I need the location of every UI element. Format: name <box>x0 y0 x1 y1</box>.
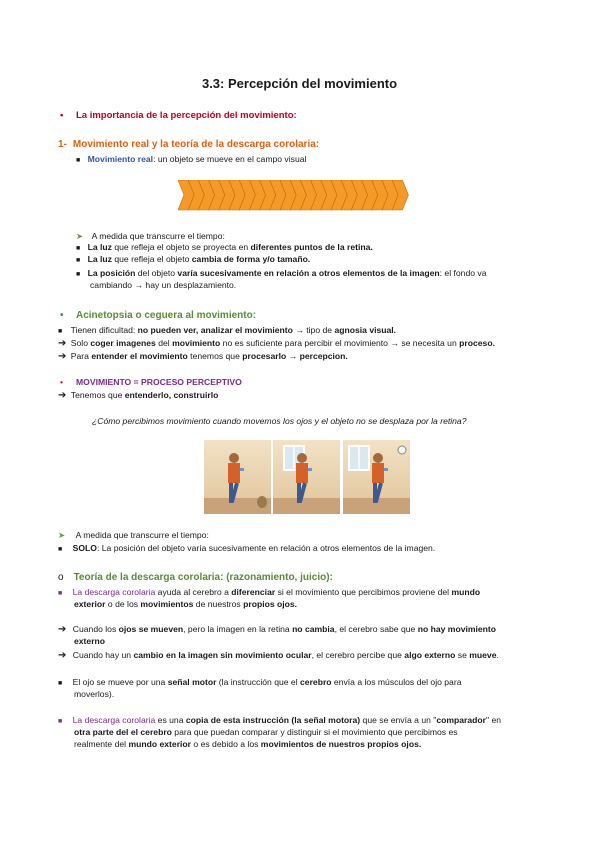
panel-3 <box>343 440 410 514</box>
square-bullet-icon: ■ <box>76 245 81 252</box>
square-bullet-icon: ■ <box>58 546 63 553</box>
arrow-right-icon: ➔ <box>58 338 67 349</box>
bullet-icon: • <box>60 377 64 387</box>
panel-1 <box>204 440 271 514</box>
arrow-right-icon: ➔ <box>58 390 67 401</box>
square-bullet-icon: ■ <box>58 718 63 725</box>
question-text: ¿Cómo percibimos movimiento cuando movemos los ojos y el objeto no se desplaza por la retina? <box>92 416 467 426</box>
descarga-item-1: ■ La descarga corolaria ayuda al cerebro a diferenciar si el movimiento que percibimos proviene del mundo <box>58 587 481 597</box>
copia-item: ■ La descarga corolaria es una copia de esta instrucción (la señal motora) que se envía a un "comparador" en <box>58 715 501 725</box>
acin-item-3: ➔ Para entender el movimiento tenemos que procesarlo → percepcion. <box>58 351 348 362</box>
square-bullet-icon: ■ <box>76 257 81 264</box>
teoria-heading: o Teoría de la descarga corolaria: (razonamiento, juicio): <box>58 572 333 583</box>
acinetopsia-heading: • Acinetopsia o ceguera al movimiento: <box>60 310 257 321</box>
page-title: 3.3: Percepción del movimiento <box>201 76 398 91</box>
section-1-heading: 1- Movimiento real y la teoría de la descarga corolaria: <box>58 139 320 150</box>
motor-item-cont: moverlos). <box>74 689 115 699</box>
proceso-heading: • MOVIMIENTO = PROCESO PERCEPTIVO <box>60 377 242 387</box>
square-bullet-icon: ■ <box>58 680 63 687</box>
square-bullet-icon: ■ <box>58 590 63 597</box>
descarga-item-1-cont: exterior o de los movimientos de nuestros propios ojos. <box>74 599 298 609</box>
arrow-bullet-icon: ➤ <box>58 530 66 540</box>
solo-item: ■ SOLO: La posición del objeto varía sucesivamente en relación a otros elementos de la imagen. <box>58 543 436 553</box>
posicion-item-cont: cambiando → hay un desplazamiento. <box>90 280 237 290</box>
acin-item-2: ➔ Solo coger imagenes del movimiento no es suficiente para percibir el movimiento → se necesita un proceso. <box>58 338 495 349</box>
arrow-right-icon: ➔ <box>58 351 67 362</box>
panel-2 <box>273 440 340 514</box>
posicion-item: ■ La posición del objeto varía sucesivamente en relación a otros elementos de la imagen: el fondo va <box>76 268 487 278</box>
proceso-item: ➔ Tenemos que entenderlo, construirlo <box>58 390 219 401</box>
motion-arrows-figure <box>178 180 412 214</box>
ojos-item-1: ➔ Cuando los ojos se mueven, pero la imagen en la retina no cambia, el cerebro sabe que no hay movimiento <box>58 624 497 635</box>
medida-2: ➤ A medida que transcurre el tiempo: <box>58 530 209 540</box>
square-bullet-icon: ■ <box>76 157 81 164</box>
medida-1: ➤ A medida que transcurre el tiempo: <box>76 231 225 241</box>
section-importance: • La importancia de la percepción del movimiento: <box>60 110 297 121</box>
square-bullet-icon: ■ <box>58 328 63 335</box>
luz-item-1: ■ La luz que refleja el objeto se proyecta en diferentes puntos de la retina. <box>76 242 373 252</box>
copia-item-cont-2: realmente del mundo exterior o es debido a los movimientos de nuestros propios ojos. <box>74 739 422 749</box>
luz-item-2: ■ La luz que refleja el objeto cambia de forma y/o tamaño. <box>76 254 311 264</box>
copia-item-cont-1: otra parte del el cerebro para que puedan comparar y distinguir si el movimiento que percibimos es <box>74 727 458 737</box>
arrow-bullet-icon: ➤ <box>76 231 84 241</box>
square-bullet-icon: ■ <box>76 271 81 278</box>
ojos-item-1-cont: externo <box>74 636 106 646</box>
acin-item-1: ■ Tienen dificultad: no pueden ver, analizar el movimiento → tipo de agnosia visual. <box>58 325 397 335</box>
mov-real-item: ■ Movimiento real: un objeto se mueve en el campo visual <box>76 154 307 164</box>
arrow-right-icon: ➔ <box>58 624 67 635</box>
motor-item: ■ El ojo se mueve por una señal motor (la instrucción que el cerebro envía a los músculos del ojo para <box>58 677 462 687</box>
bullet-icon: • <box>60 310 64 321</box>
ojos-item-2: ➔ Cuando hay un cambio en la imagen sin movimiento ocular, el cerebro percibe que algo externo se mueve. <box>58 650 499 661</box>
walking-man-illustration <box>204 440 410 514</box>
arrow-right-icon: ➔ <box>58 650 67 661</box>
bullet-icon: • <box>60 110 64 121</box>
